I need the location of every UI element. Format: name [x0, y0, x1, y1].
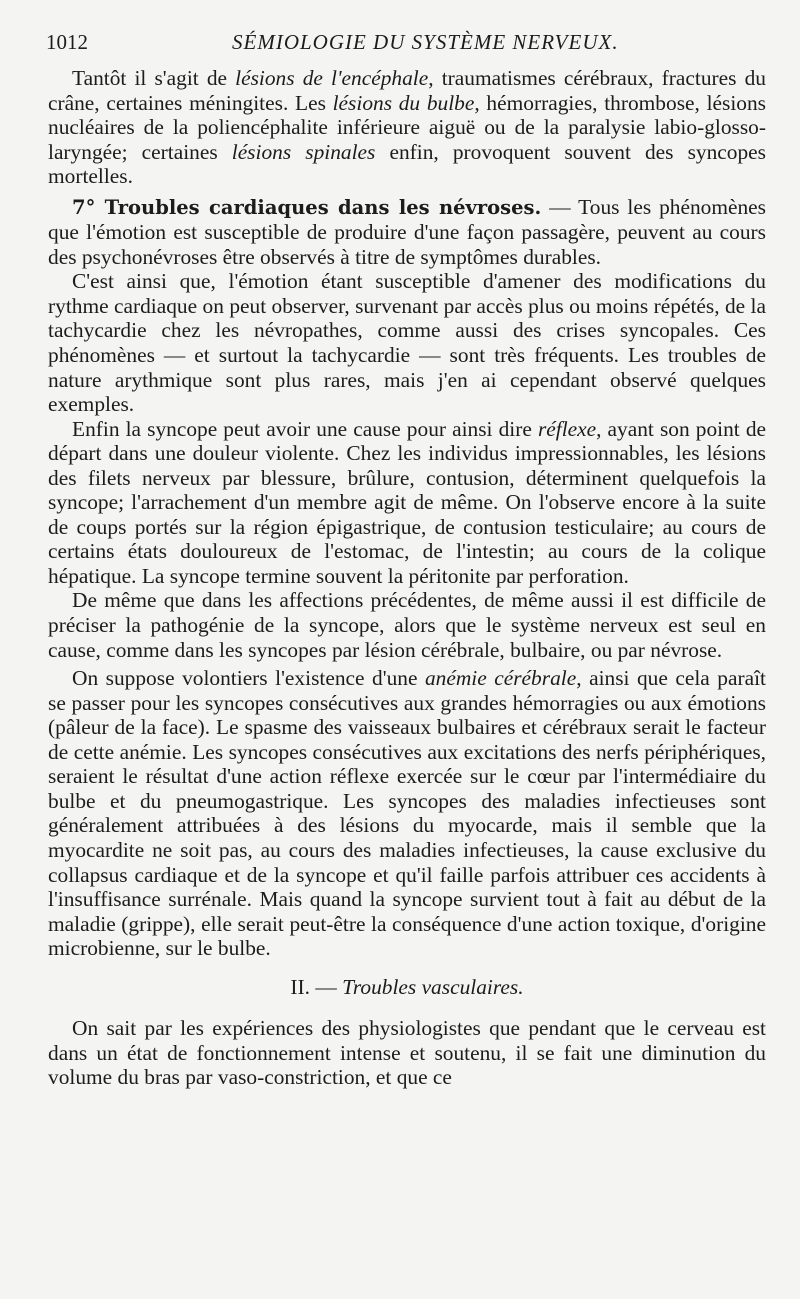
text-run: enfin, provoquent souvent des syncopes mortelles.: [48, 139, 766, 189]
running-title: SÉMIOLOGIE DU SYSTÈME NERVEUX.: [232, 30, 619, 54]
paragraph-troubles-cardiaques: [48, 195, 766, 270]
text-run: On suppose volontiers l'existence d'une: [72, 666, 425, 691]
section-dash: —: [310, 974, 343, 999]
paragraph-lesions: [48, 66, 766, 189]
paragraph-syncope-reflexe: [48, 417, 766, 589]
section-number: II.: [290, 974, 311, 999]
page-header: [46, 30, 766, 56]
paragraph-emotion: [48, 269, 766, 416]
paragraph-pathogenie: [48, 588, 766, 662]
text-run: C'est ainsi que, l'émotion étant susceptible d'amener des modifications du rythme cardiaque on peut observer, survenant par accès plus ou moins répétés, de la tachycardie chez les névropathes, comme aussi des crises syncopales. Ces phénomènes — et surtout la tachycardie — sont très fréquents. Les troubles de nature arythmique sont plus rares, mais j'en ai cependant observé quelques exemples.: [48, 269, 766, 417]
text-run: — Tous les phénomènes que l'émotion est susceptible de produire d'une façon passagère, peuvent au cours des psychonévroses être observés à titre de symptômes durables.: [48, 194, 766, 269]
italic-term: lésions du bulbe: [332, 90, 475, 115]
bold-heading: 7° Troubles cardiaques dans les névroses.: [72, 195, 542, 219]
section-title: Troubles vasculaires.: [342, 974, 524, 999]
text-run: , hémorragies, thrombose, lésions nucléaires de la poliencéphalite inférieure aiguë ou de la paralysie labio-glosso-laryngée; certaines: [48, 90, 766, 164]
body-text: [48, 66, 766, 1090]
text-run: , ainsi que cela paraît se passer pour les syncopes consécutives aux grandes hémorragies ou aux émotions (pâleur de la face). Le spasme des vaisseaux bulbaires et cérébraux serait le facteur de cette anémie. Les syncopes consécutives aux excitations des nerfs périphériques, seraient le résultat d'une action réflexe exercée sur le cœur par l'intermédiaire du bulbe et du pneumogastrique. Les syncopes des maladies infectieuses sont généralement attribuées à des lésions du myocarde, mais il semble que la myocardite ne soit pas, au cours des maladies infectieuses, la cause exclusive du collapsus cardiaque et de la syncope et qu'il faille parfois attribuer ces accidents à l'insuffisance surrénale. Mais quand la syncope survient tout à fait au début de la maladie (grippe), elle serait peut-être la conséquence d'une action toxique, d'origine microbienne, sur le bulbe.: [48, 666, 766, 961]
paragraph-anemie-cerebrale: [48, 666, 766, 961]
italic-term: lésions de l'encéphale: [235, 66, 429, 90]
text-run: , ayant son point de départ dans une douleur violente. Chez les individus impressionnables, les lésions des filets nerveux par blessure, brûlure, contusion, déterminent quelquefois la syncope; l'arrachement d'un membre agit de même. On l'observe encore à la suite de coups portés sur la région épigastrique, de contusion testiculaire; au cours de certains états douloureux de l'estomac, de l'intestin; au cours de la colique hépatique. La syncope termine souvent la péritonite par perforation.: [48, 416, 767, 588]
italic-term: lésions spinales: [231, 139, 376, 164]
page-number: 1012: [46, 30, 88, 54]
italic-term: anémie cérébrale: [424, 666, 577, 691]
section-heading: [48, 975, 766, 1000]
paragraph-experiences: On sait par les expériences des physiologistes que pendant que le cerveau est dans un état de fonctionnement intense et soutenu, il se fait une diminution du volume du bras par vaso-constriction, et que ce: [48, 1016, 766, 1090]
italic-term: réflexe: [537, 416, 597, 441]
text-run: De même que dans les affections précédentes, de même aussi il est difficile de préciser la pathogénie de la syncope, alors que le système nerveux est seul en cause, comme dans les syncopes par lésion cérébrale, bulbaire, ou par névrose.: [48, 588, 766, 662]
text-run: , traumatismes cérébraux, fractures du crâne, certaines méningites. Les: [48, 66, 766, 115]
text-run: Tantôt il s'agit de: [72, 66, 236, 90]
text-run: Enfin la syncope peut avoir une cause pour ainsi dire: [72, 416, 538, 441]
